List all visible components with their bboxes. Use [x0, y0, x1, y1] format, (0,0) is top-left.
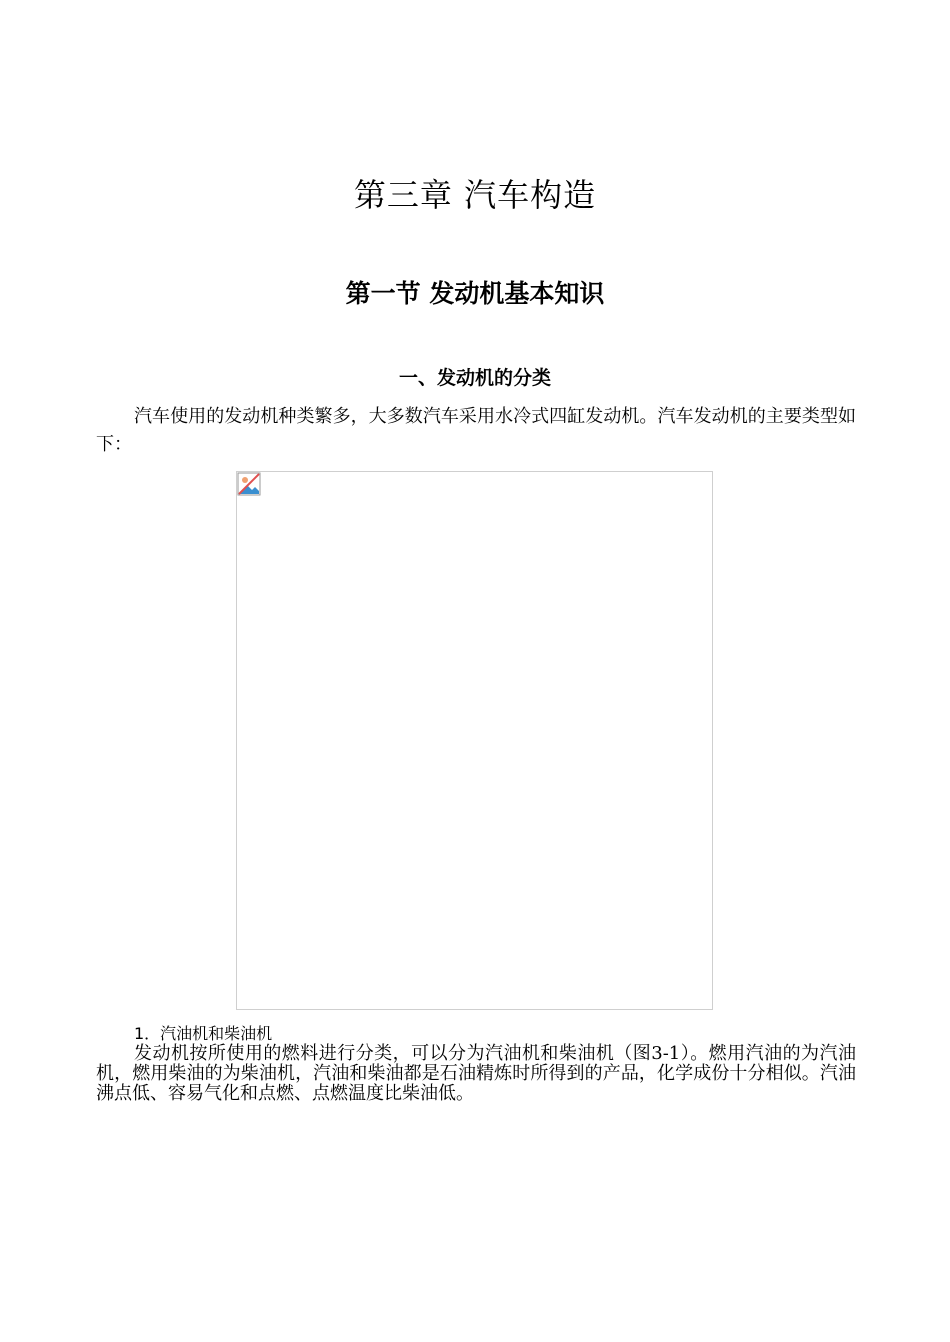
intro-paragraph: 汽车使用的发动机种类繁多，大多数汽车采用水冷式四缸发动机。汽车发动机的主要类型如下：: [96, 406, 856, 455]
item-heading: 1．汽油机和柴油机: [134, 1024, 273, 1043]
body-paragraph: 发动机按所使用的燃料进行分类，可以分为汽油机和柴油机（图3-1）。燃用汽油的为汽油机，燃用柴油的为柴油机，汽油和柴油都是石油精炼时所得到的产品，化学成份十分相似。汽油沸点低、容易气化和点燃、点燃温度比柴油低。: [96, 1043, 856, 1104]
section-title: 第一节 发动机基本知识: [345, 278, 605, 308]
figure-placeholder: [236, 471, 713, 1010]
subsection-title: 一、发动机的分类: [398, 367, 551, 389]
chapter-title: 第三章 汽车构造: [353, 176, 597, 215]
broken-image-icon: [237, 472, 261, 496]
